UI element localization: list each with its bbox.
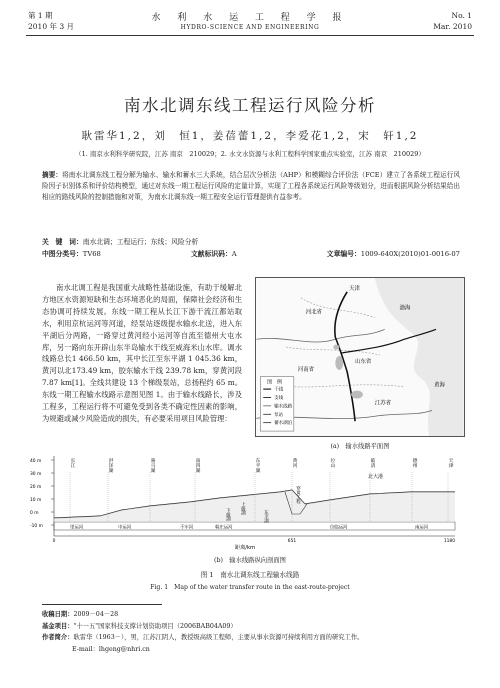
profile-feature-label: 东平湖 bbox=[263, 510, 269, 524]
y-tick-label: 20 m bbox=[30, 485, 42, 490]
station-label: 临清 bbox=[369, 458, 375, 468]
received-date: 收稿日期：2009－04－28 bbox=[42, 611, 119, 618]
map-label-henan: 河南省 bbox=[297, 366, 315, 373]
map-label-tianjin: 天津 bbox=[349, 285, 360, 292]
header-rule bbox=[26, 35, 474, 36]
profile-y-axis bbox=[30, 456, 54, 536]
route-map bbox=[255, 277, 465, 437]
journal-header bbox=[150, 10, 350, 31]
figure-caption-b: (b) 输水线路纵向剖面图 bbox=[214, 557, 286, 564]
map-label-hebei: 河北省 bbox=[305, 309, 322, 316]
author-bio: 作者简介：耿雷华（1963－），男，江苏江阴人，教授级高级工程师，主要从事水资源可持续利用方面的研究工作。 bbox=[42, 634, 364, 641]
body-paragraph: 南水北调工程是我国重大战略性基础设施，有助于缓解北方地区水资源短缺和生态环境恶化的局面，保障社会经济和生态协调可持续发展。东线一期工程从长江下游干流江都站取水，利用京杭运河等河道，经泵站逐级提水输水北送，进入东平湖后分两路，一路穿过黄河经小运河等自流至德州大屯水库，另一路向东开辟山东半岛输水干线至威海米山水库。调水线路总长1 466.50 km，其中长江至东平湖 1 045.36 km，黄河以北173.49 km，胶东输水干线 239.78 km，穿黄河段 7.87 km[1]。全线共建设 13 个梯级泵站，总扬程约 65 m。东线一期工程输水线路示意图见图 1。由于输水线路长，涉及工程多，工程运行将不可避免受到各类不确定性因素的影响，为规避或减少风险造成的损失，有必要采用项目风险管理： bbox=[42, 283, 242, 423]
canal-section-label: 韩庄运河 bbox=[215, 525, 233, 531]
map-legend bbox=[260, 377, 294, 431]
svg-text:图 例: 图 例 bbox=[267, 379, 282, 386]
canal-section-band bbox=[54, 522, 455, 530]
station-label: 黄河 bbox=[291, 458, 297, 468]
figure-title-en: Fig. 1 Map of the water transfer route in the east-route-project bbox=[150, 584, 350, 591]
profile-x-ticks bbox=[53, 538, 456, 544]
article-number: 文章编号：1009-640X(2010)01-0016-07 bbox=[326, 250, 460, 258]
clc-code: 中图分类号：TV68 bbox=[42, 250, 101, 258]
fund-info: 基金项目："十一五"国家科技支撑计划资助项目（2006BAB04A09） bbox=[42, 622, 237, 630]
station-label: 东平湖 bbox=[254, 458, 260, 473]
canal-section-label: 里运河 bbox=[70, 525, 84, 531]
y-tick-label: 0 m bbox=[30, 511, 39, 516]
paper-title: 南水北调东线工程运行风险分析 bbox=[124, 96, 376, 115]
abstract-label: 摘要： bbox=[42, 171, 63, 179]
legend-item: 输水线路 bbox=[274, 404, 293, 410]
station-label: 天津 bbox=[447, 458, 453, 468]
station-label: 洪泽湖 bbox=[107, 458, 113, 473]
legend-item: 支线 bbox=[274, 395, 284, 401]
profile-outflow-label: 北大港 bbox=[368, 474, 384, 480]
issue-date: 2010 年 3 月 bbox=[28, 22, 75, 31]
legend-item: 干线 bbox=[274, 387, 284, 393]
water-body-fill bbox=[54, 490, 455, 522]
profile-feature-label: 下级湖 bbox=[225, 508, 231, 522]
profile-x-label: 距离/km bbox=[234, 545, 256, 551]
issue-info bbox=[28, 10, 74, 32]
affiliation: （1. 南京水利科学研究院，江苏 南京 210029；2. 水文水资源与水利工程科学国家重点实验室，江苏 南京 210029） bbox=[75, 150, 425, 158]
canal-section-label: 不牢河 bbox=[180, 525, 194, 531]
y-tick-label: 30 m bbox=[30, 472, 42, 477]
station-label: 长江 bbox=[69, 458, 75, 468]
y-tick-label: -10 m bbox=[30, 524, 43, 529]
map-label-bohai: 渤海 bbox=[399, 305, 411, 312]
figure-title: 图 1 南水北调东线工程输水线路 bbox=[200, 571, 300, 579]
legend-item: 蓄水湖泊 bbox=[274, 421, 293, 427]
footnote-rule bbox=[42, 604, 162, 605]
hongze-lake bbox=[351, 391, 363, 399]
station-label: 德州 bbox=[411, 458, 417, 468]
abstract bbox=[42, 170, 460, 202]
author-list: 耿雷华1,2，刘 恒1，姜蓓蕾1,2，李爱花1,2，宋 轩1,2 bbox=[81, 130, 419, 142]
canal-section-label: 位临运河 bbox=[330, 525, 348, 531]
y-tick-label: 40 m bbox=[30, 459, 42, 464]
canal-section-label: 中运河 bbox=[118, 525, 132, 531]
issue-month-en: Mar. 2010 bbox=[433, 22, 472, 31]
classification-line bbox=[42, 248, 460, 258]
dongping-lake bbox=[333, 345, 339, 350]
profile-feature-label: 上级湖 bbox=[240, 502, 246, 516]
keywords bbox=[42, 236, 460, 246]
canal-section-label: 南运河 bbox=[415, 525, 429, 531]
issue-number-en: No. 1 bbox=[451, 11, 472, 20]
station-label: 骆马湖 bbox=[149, 458, 155, 473]
route-profile bbox=[30, 452, 470, 552]
profile-feature-label: 穿黄工程 bbox=[295, 486, 301, 504]
x-tick-label: 651 bbox=[287, 539, 297, 544]
nansi-lake bbox=[335, 356, 343, 370]
map-label-yellow-sea: 黄海 bbox=[434, 382, 445, 389]
keywords-text: 南水北调；工程运行；东线；风险分析 bbox=[82, 238, 199, 246]
map-label-jiangsu: 江苏省 bbox=[374, 400, 392, 407]
station-label: 南四湖 bbox=[194, 458, 200, 473]
station-label: 位山 bbox=[329, 458, 335, 468]
figure-caption-a: (a) 输水线路平面图 bbox=[330, 443, 390, 450]
issue-info-en bbox=[433, 10, 472, 32]
x-tick-label: 0 bbox=[52, 539, 56, 544]
journal-name: 水 利 水 运 工 程 学 报 bbox=[151, 13, 349, 23]
journal-name-en: HYDRO-SCIENCE AND ENGINEERING bbox=[180, 24, 320, 31]
map-label-shandong: 山东省 bbox=[355, 358, 372, 365]
author-email: E-mail：lhgeng@nhri.cn bbox=[72, 645, 150, 653]
x-tick-label: 1180 bbox=[443, 539, 455, 544]
legend-item: 泵站 bbox=[274, 412, 284, 418]
footnotes bbox=[42, 609, 462, 655]
abstract-text: 将南水北调东线工程分解为输水、输水和蓄水三大系统，结合层次分析法（AHP）和模糊综合评价法（FCE）建立了各系统工程运行风险因子识别体系和评价结构模型，通过对东线一期工程运行风险的定量计算，实现了工程各系统运行风险等级划分，进而根据风险分析结果给出相应的路线风险的控制措施和对策，为南水北调东线一期工程安全运行管理提供有益参考。 bbox=[42, 171, 461, 201]
y-tick-label: 10 m bbox=[30, 498, 42, 503]
issue-number: 第 1 期 bbox=[28, 11, 53, 20]
profile-canal-sections bbox=[70, 524, 429, 531]
doc-code: 文献标识码：A bbox=[190, 250, 237, 258]
keywords-label: 关 键 词： bbox=[42, 238, 83, 246]
